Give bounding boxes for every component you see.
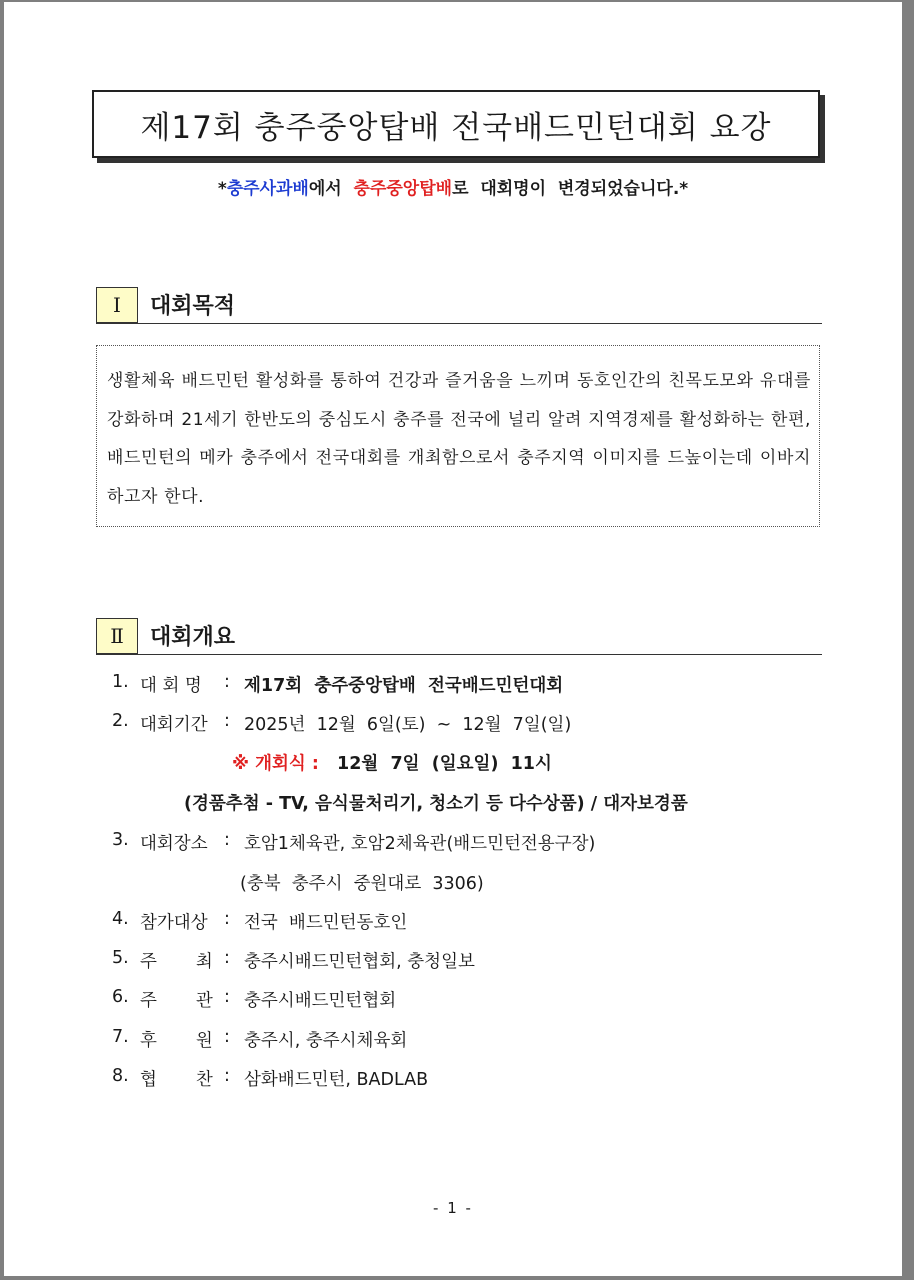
section-1-title: 대회목적 xyxy=(150,294,236,319)
item-value: 제17회 충주중앙탑배 전국배드민턴대회 xyxy=(244,676,564,696)
section-1-header xyxy=(96,287,822,324)
item-label: 대회기간 xyxy=(140,715,208,735)
item-colon: : xyxy=(224,909,230,929)
item-label: 주 관 xyxy=(140,991,213,1011)
new-name: 충주중앙탑배 xyxy=(353,179,453,199)
old-name: 충주사과배 xyxy=(226,179,309,199)
item-colon: : xyxy=(224,987,230,1007)
item-colon: : xyxy=(224,830,230,850)
item-label: 주 최 xyxy=(140,952,213,972)
section-1-roman: Ⅰ xyxy=(96,287,138,323)
item-number: 4. xyxy=(112,909,129,929)
item-colon: : xyxy=(224,672,230,692)
item-value: 전국 배드민턴동호인 xyxy=(244,913,408,933)
item-label: 대회장소 xyxy=(140,834,208,854)
item-value: 호암1체육관, 호암2체육관(배드민턴전용구장) xyxy=(244,834,596,854)
item-label: 대 회 명 xyxy=(140,676,202,696)
item-value: 충주시배드민턴협회, 충청일보 xyxy=(244,952,475,972)
item-number: 1. xyxy=(112,672,129,692)
notice-suffix: 로 대회명이 변경되었습니다.* xyxy=(452,179,689,199)
item-colon: : xyxy=(224,1066,230,1086)
item-label: 참가대상 xyxy=(140,913,208,933)
prize-info: (경품추첨 - TV, 음식물처리기, 청소기 등 다수상품) / 대자보경품 xyxy=(184,794,688,814)
item-number: 7. xyxy=(112,1027,129,1047)
item-value: 삼화배드민턴, BADLAB xyxy=(244,1070,429,1090)
item-number: 8. xyxy=(112,1066,129,1086)
item-label: 후 원 xyxy=(140,1031,213,1051)
section-2-title: 대회개요 xyxy=(150,625,236,650)
name-change-notice xyxy=(4,174,902,199)
opening-ceremony xyxy=(232,750,552,775)
item-number: 5. xyxy=(112,948,129,968)
document-title: 제17회 충주중앙탑배 전국배드민턴대회 요강 xyxy=(92,90,820,158)
item-colon: : xyxy=(224,711,230,731)
purpose-text: 생활체육 배드민턴 활성화를 통하여 건강과 즐거움을 느끼며 동호인간의 친목도모와 유대를 강화하며 21세기 한반도의 중심도시 충주를 전국에 널리 알려 지역경제를 활성화하는 한편, 배드민턴의 메카 충주에서 전국대회를 개최함으로서 충주지역 이미지를 드높이는데 이바지 하고자 한다. xyxy=(107,371,811,507)
notice-mid: 에서 xyxy=(308,179,354,199)
venue-address: (충북 충주시 중원대로 3306) xyxy=(240,874,484,894)
purpose-box xyxy=(96,345,820,527)
notice-prefix: * xyxy=(217,179,227,199)
section-2-header xyxy=(96,618,822,655)
opening-value: 12월 7일 (일요일) 11시 xyxy=(337,754,552,774)
item-value: 충주시배드민턴협회 xyxy=(244,991,397,1011)
item-value: 충주시, 충주시체육회 xyxy=(244,1031,408,1051)
item-label: 협 찬 xyxy=(140,1070,213,1090)
item-number: 2. xyxy=(112,711,129,731)
item-colon: : xyxy=(224,948,230,968)
item-colon: : xyxy=(224,1027,230,1047)
item-number: 3. xyxy=(112,830,129,850)
item-value: 2025년 12월 6일(토) ~ 12월 7일(일) xyxy=(244,715,572,735)
document-page xyxy=(4,2,902,1276)
item-number: 6. xyxy=(112,987,129,1007)
page-number: - 1 - xyxy=(433,1199,473,1217)
section-2-roman: Ⅱ xyxy=(96,618,138,654)
opening-label: ※ 개회식 : xyxy=(232,754,319,774)
